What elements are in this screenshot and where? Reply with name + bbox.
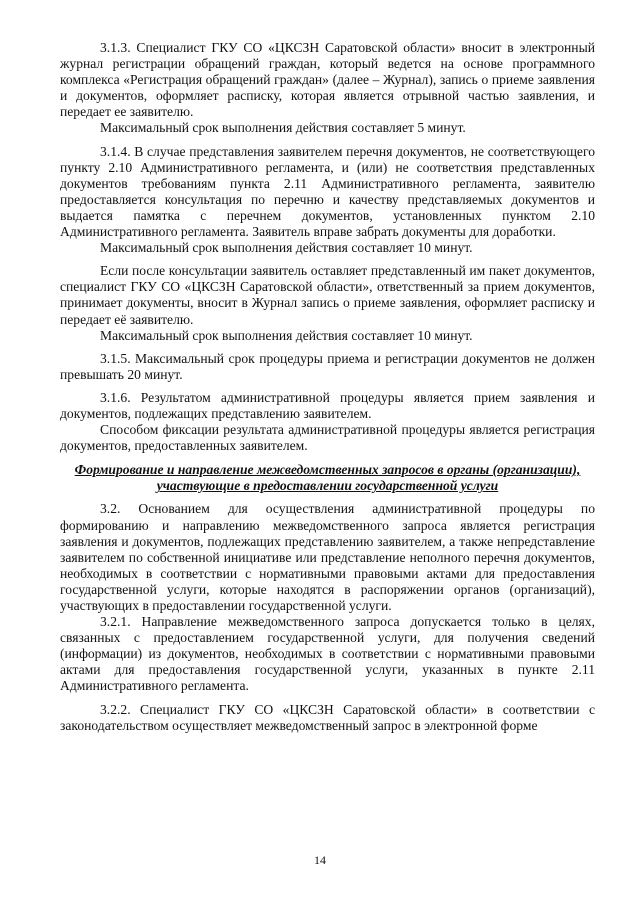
paragraph-3-2-2: 3.2.2. Специалист ГКУ СО «ЦКСЗН Саратовской области» в соответствии с законодательством осуществляет межведомственный запрос в электронной форме bbox=[60, 701, 595, 733]
paragraph-3-1-3: 3.1.3. Специалист ГКУ СО «ЦКСЗН Саратовской области» вносит в электронный журнал регистрации обращений граждан, который ведется на основе программного комплекса «Регистрация обращений граждан» (далее – Журнал), запись о приеме заявления и документов, оформляет расписку, которая является отрывной частью заявления, и передает ее заявителю. bbox=[60, 40, 595, 120]
paragraph-time-10min-b: Максимальный срок выполнения действия составляет 10 минут. bbox=[100, 327, 473, 343]
paragraph-3-1-4: 3.1.4. В случае представления заявителем перечня документов, не соответствующего пункту 2.10 Административного регламента, и (или) не соответствия представленных документов требованиям пункта 2.11 Административного регламента, заявителю предоставляется консультация по перечню и качеству представляемых документов и выдается памятка с перечнем документов, установленных пунктом 2.10 Административного регламента. Заявитель вправе забрать документы для доработки. bbox=[60, 143, 595, 240]
paragraph-3-1-6: 3.1.6. Результатом административной процедуры является прием заявления и документов, подлежащих представлению заявителем. bbox=[60, 389, 595, 421]
document-page bbox=[60, 40, 595, 734]
paragraph-after-consultation: Если после консультации заявитель оставляет представленный им пакет документов, специалист ГКУ СО «ЦКСЗН Саратовской области», ответственный за прием документов, принимает документы, вносит в Журнал запись о приеме заявления, оформляет расписку и передает её заявителю. bbox=[60, 263, 595, 327]
page-number: 14 bbox=[314, 853, 326, 867]
paragraph-time-10min-a: Максимальный срок выполнения действия составляет 10 минут. bbox=[100, 240, 473, 256]
section-heading: Формирование и направление межведомственных запросов в органы (организации), участвующие в предоставлении государственной услуги bbox=[74, 462, 581, 494]
paragraph-time-5min: Максимальный срок выполнения действия составляет 5 минут. bbox=[100, 120, 466, 136]
paragraph-fixation-method: Способом фиксации результата административной процедуры является регистрация документов, предоставленных заявителем. bbox=[60, 422, 595, 454]
paragraph-3-2-1: 3.2.1. Направление межведомственного запроса допускается только в целях, связанных с предоставлением государственной услуги, для получения сведений (информации) из документов, необходимых в соответствии с нормативными правовыми актами для предоставления государственной услуги, указанных в пункте 2.11 Административного регламента. bbox=[60, 614, 595, 694]
paragraph-3-2: 3.2. Основанием для осуществления административной процедуры по формированию и направлению межведомственного запроса является регистрация заявления и документов, подлежащих представлению заявителем, а также непредставление заявителем по собственной инициативе или представление неполного перечня документов, необходимых в соответствии с нормативными правовыми актами для предоставления государственной услуги, которые находятся в распоряжении органов (организаций), участвующих в предоставлении государственной услуги. bbox=[60, 501, 595, 613]
paragraph-3-1-5: 3.1.5. Максимальный срок процедуры приема и регистрации документов не должен превышать 20 минут. bbox=[60, 350, 595, 382]
